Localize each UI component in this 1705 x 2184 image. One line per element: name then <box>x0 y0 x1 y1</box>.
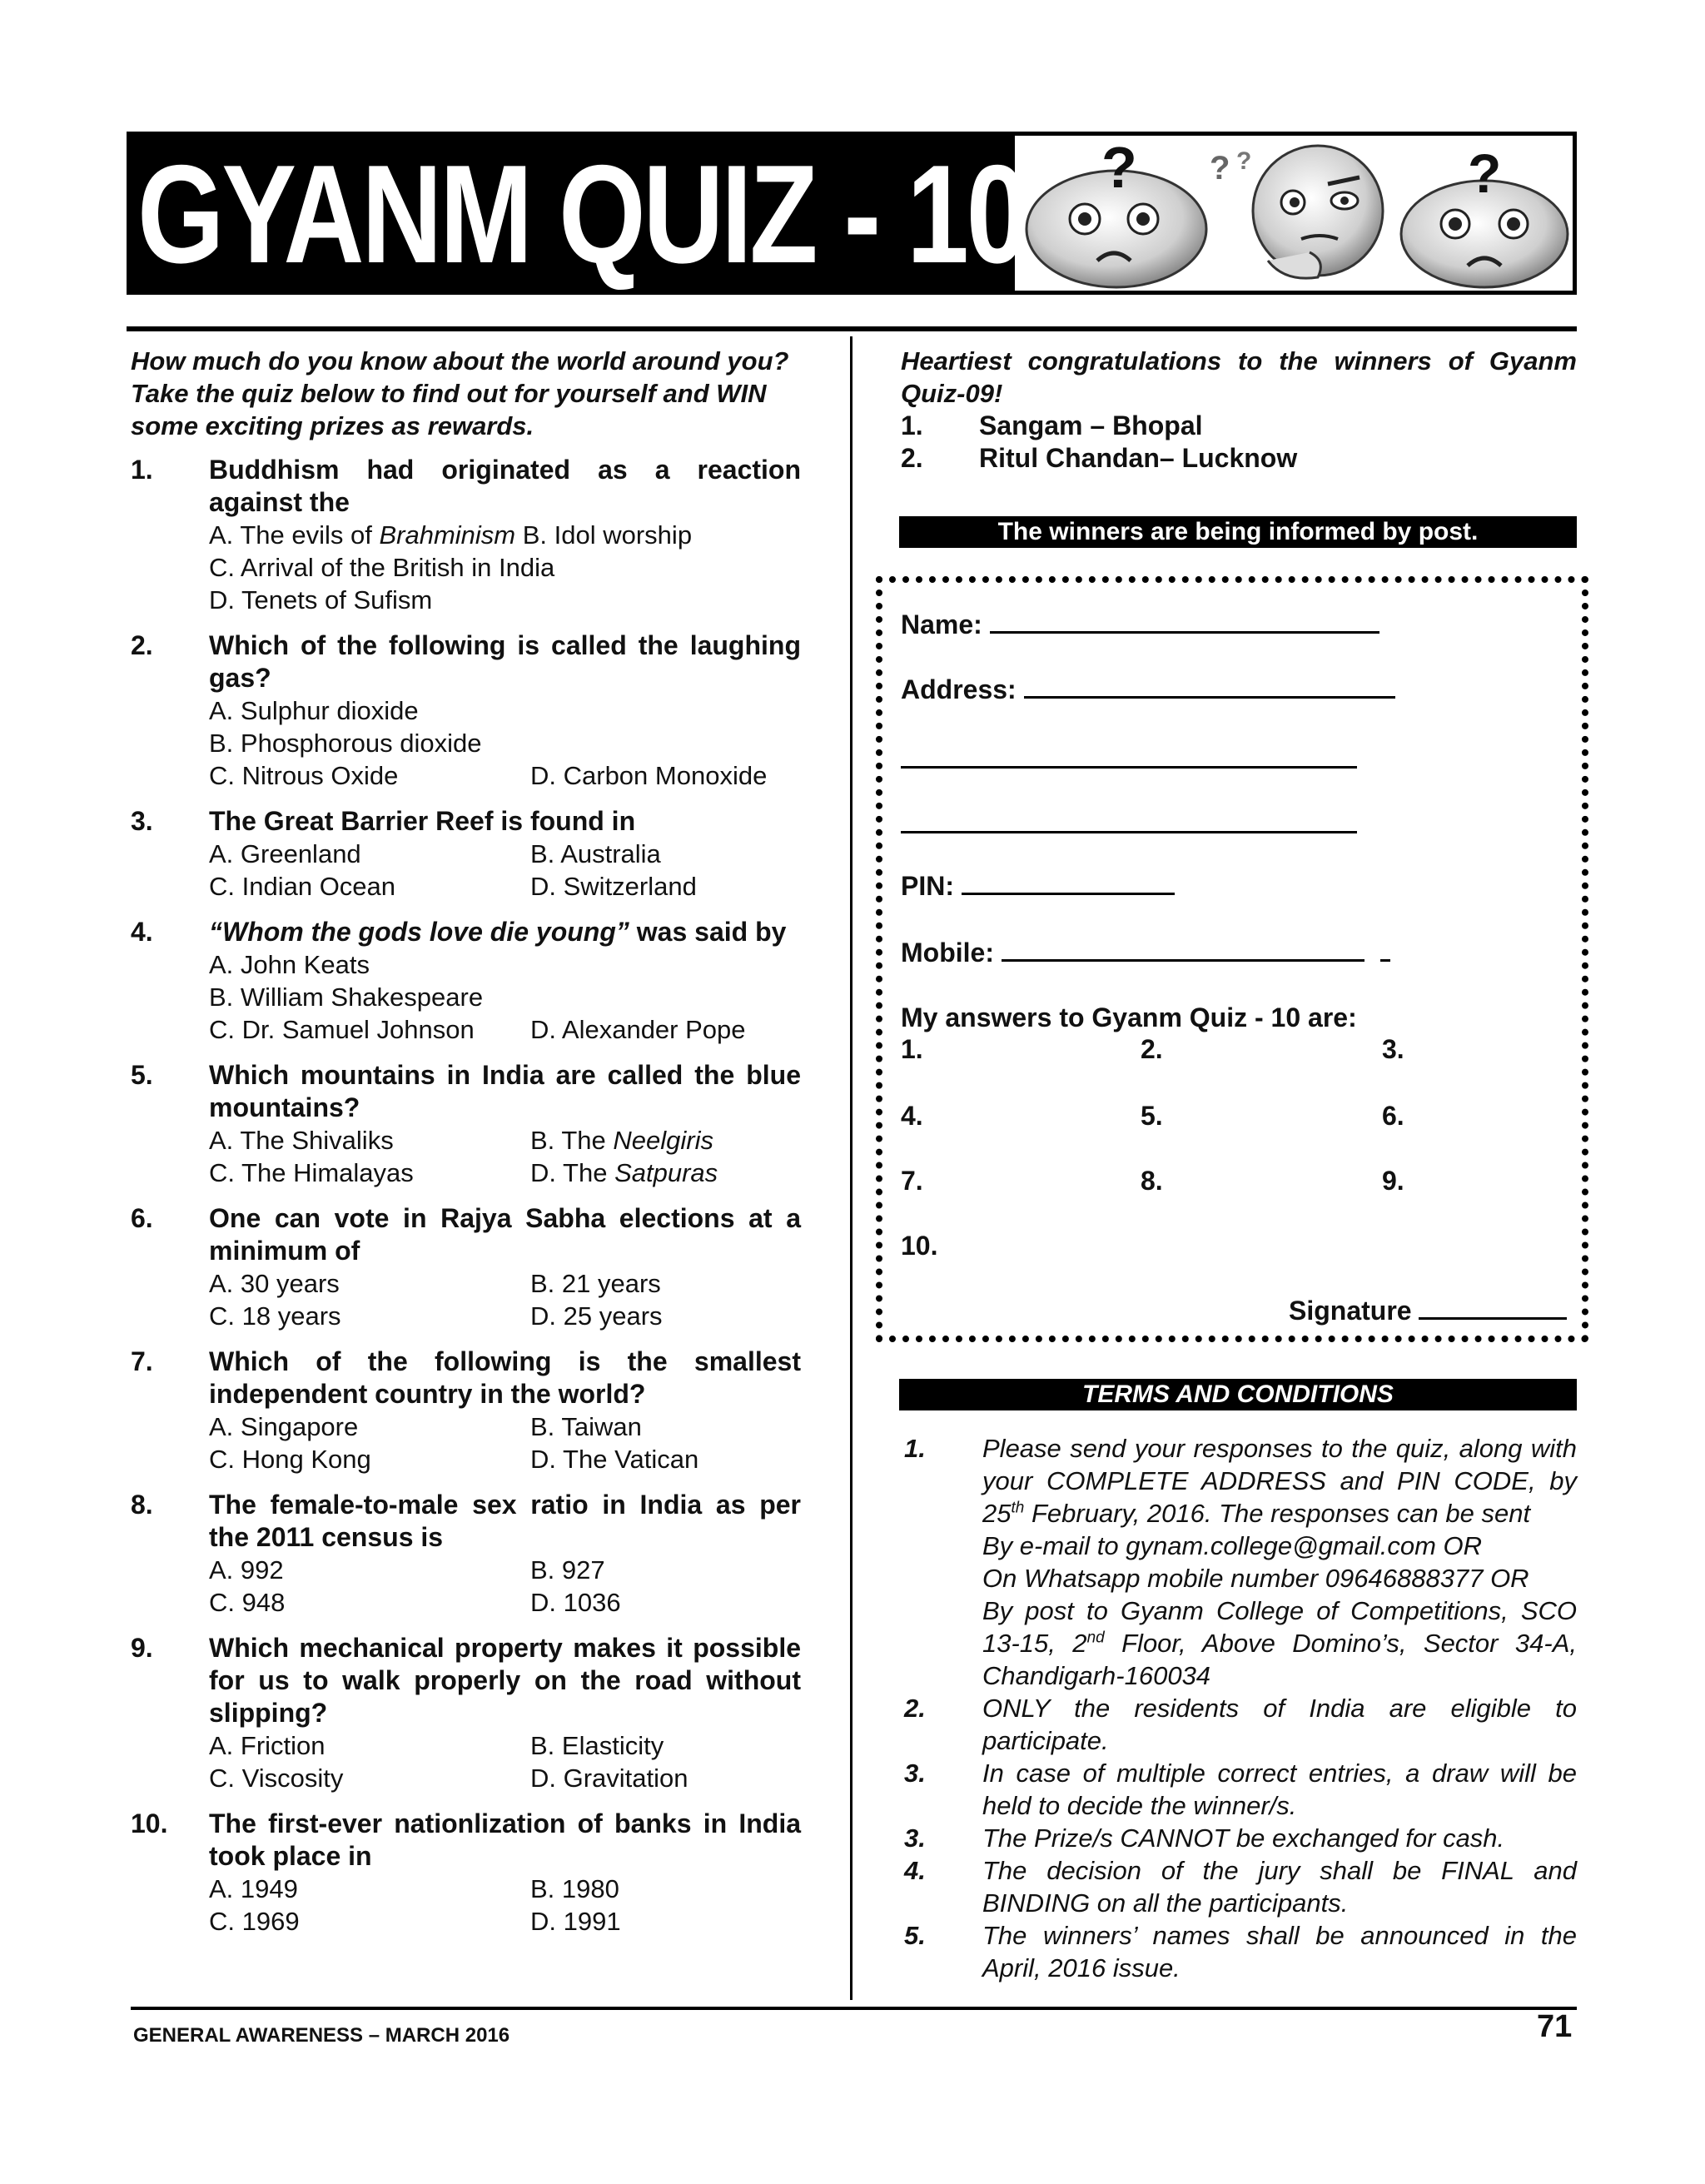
question-number: 4. <box>131 917 153 947</box>
question-number: 6. <box>131 1203 153 1233</box>
pin-label: PIN: <box>901 871 954 901</box>
term-3 <box>901 1757 1577 1822</box>
signature-blank[interactable] <box>1419 1296 1567 1320</box>
term-sup: nd <box>1086 1629 1105 1647</box>
option-b-prefix: B. The <box>530 1126 614 1155</box>
term-2 <box>901 1692 1577 1757</box>
quiz-column <box>131 345 801 1951</box>
option-a: A. The Shivaliks <box>209 1126 394 1155</box>
option-c: C. 18 years <box>209 1301 341 1331</box>
quiz-banner <box>127 132 1577 295</box>
term-text: The decision of the jury shall be FINAL and BINDING on all the participants. <box>982 1856 1577 1918</box>
question-8 <box>131 1489 801 1619</box>
option-b: B. Taiwan <box>530 1412 642 1441</box>
option-b: B. Australia <box>530 839 661 868</box>
address-field[interactable] <box>901 673 1395 706</box>
entry-form <box>876 576 1588 1342</box>
question-6 <box>131 1202 801 1332</box>
footer-publication: GENERAL AWARENESS – MARCH 2016 <box>133 2024 510 2047</box>
bottom-rule <box>131 2007 1577 2010</box>
term-5 <box>901 1919 1577 1984</box>
term-post <box>982 1594 1577 1692</box>
winner-1 <box>901 410 1577 442</box>
option-a: A. 1949 <box>209 1874 298 1903</box>
answer-9[interactable]: 9. <box>1382 1166 1404 1196</box>
option-c: C. Indian Ocean <box>209 872 396 901</box>
mobile-blank-end[interactable] <box>1380 938 1390 962</box>
option-c: C. Dr. Samuel Johnson <box>209 1015 475 1044</box>
question-text: Buddhism had originated as a reaction against the <box>209 455 801 517</box>
option-d-italic: Satpuras <box>614 1158 718 1187</box>
term-number: 1. <box>904 1434 926 1463</box>
option-a: A. The evils of <box>209 520 380 550</box>
address-line-2[interactable] <box>901 766 1357 769</box>
option-c: C. 948 <box>209 1588 286 1617</box>
question-text: The Great Barrier Reef is found in <box>209 806 636 836</box>
question-2 <box>131 629 801 792</box>
answer-6[interactable]: 6. <box>1382 1101 1404 1131</box>
answers-label: My answers to Gyanm Quiz - 10 are: <box>901 1002 1357 1032</box>
term-number: 3. <box>904 1759 926 1788</box>
term-text-rest: February, 2016. The responses can be sent <box>1024 1499 1531 1528</box>
option-c: C. 1969 <box>209 1907 300 1936</box>
term-post-text: By post to Gyanm College of Competitions, SCO 13-15, 2 <box>982 1596 1577 1658</box>
question-4 <box>131 916 801 1046</box>
question-7 <box>131 1346 801 1475</box>
question-text: The first-ever nationlization of banks in India took place in <box>209 1808 801 1871</box>
signature-field[interactable] <box>1289 1294 1567 1327</box>
question-text: One can vote in Rajya Sabha elections at a minimum of <box>209 1203 801 1266</box>
quiz-intro: How much do you know about the world around you? Take the quiz below to find out for yourself and WIN some exciting prizes as rewards. <box>131 346 789 440</box>
option-b: B. 927 <box>530 1555 605 1585</box>
option-a: A. Greenland <box>209 839 361 868</box>
worried-face-icon-1 <box>1026 136 1206 287</box>
option-d-prefix: D. The <box>530 1158 615 1187</box>
question-text: Which mountains in India are called the blue mountains? <box>209 1060 801 1122</box>
option-b: B. 1980 <box>530 1874 619 1903</box>
terms-list <box>901 1432 1577 1984</box>
term-text: ONLY the residents of India are eligible to participate. <box>982 1694 1577 1755</box>
option-c: C. The Himalayas <box>209 1158 414 1187</box>
question-number: 8. <box>131 1490 153 1520</box>
question-text: The female-to-male sex ratio in India as per the 2011 census is <box>209 1490 801 1552</box>
top-rule <box>127 326 1577 331</box>
term-1 <box>901 1432 1577 1692</box>
question-options <box>209 1729 801 1794</box>
question-1 <box>131 454 801 616</box>
term-whatsapp: On Whatsapp mobile number 09646888377 OR <box>982 1564 1529 1593</box>
answer-3[interactable]: 3. <box>1382 1034 1404 1064</box>
option-d: D. Tenets of Sufism <box>209 585 433 614</box>
confused-faces-icon <box>1018 136 1573 291</box>
question-options <box>209 519 801 616</box>
thinking-face-icon <box>1210 146 1383 278</box>
term-text: The Prize/s CANNOT be exchanged for cash. <box>982 1823 1505 1853</box>
option-b: B. Elasticity <box>530 1731 664 1760</box>
option-d: D. Switzerland <box>530 872 697 901</box>
option-c: C. Nitrous Oxide <box>209 761 399 790</box>
option-b: B. William Shakespeare <box>209 983 484 1012</box>
option-d: D. Alexander Pope <box>530 1015 746 1044</box>
banner-title: GYANM QUIZ - 10 <box>137 136 1026 292</box>
option-a: A. John Keats <box>209 950 370 979</box>
address-label: Address: <box>901 674 1017 704</box>
question-text: Which of the following is the smallest independent country in the world? <box>209 1346 801 1409</box>
question-options <box>209 694 801 792</box>
informed-banner: The winners are being informed by post. <box>899 516 1577 548</box>
option-d: D. 1036 <box>530 1588 621 1617</box>
option-a-italic: Brahminism <box>379 520 516 550</box>
name-label: Name: <box>901 609 982 639</box>
banner-title-block <box>131 136 1026 292</box>
term-text: Please send your responses to the quiz, along with your COMPLETE ADDRESS and PIN CODE, by 25 <box>982 1434 1577 1528</box>
term-number: 4. <box>904 1856 926 1885</box>
question-number: 9. <box>131 1633 153 1663</box>
option-b: B. Phosphorous dioxide <box>209 729 482 758</box>
option-d: D. Carbon Monoxide <box>530 761 768 790</box>
term-3b <box>901 1822 1577 1854</box>
page-number: 71 <box>1537 2009 1573 2044</box>
option-b: B. 21 years <box>530 1269 661 1298</box>
option-b: B. Idol worship <box>515 520 693 550</box>
worried-face-icon-2 <box>1401 142 1568 287</box>
question-options <box>209 1410 801 1475</box>
answer-5[interactable]: 5. <box>1141 1101 1163 1131</box>
svg-text:?: ? <box>1101 136 1137 200</box>
terms-heading: TERMS AND CONDITIONS <box>899 1379 1577 1410</box>
pin-blank[interactable] <box>962 871 1175 895</box>
question-3 <box>131 805 801 903</box>
name-field[interactable] <box>901 608 1379 641</box>
question-text-rest: was said by <box>629 917 787 947</box>
term-number: 2. <box>904 1694 926 1723</box>
mobile-label: Mobile: <box>901 938 994 968</box>
question-number: 7. <box>131 1346 153 1376</box>
option-a: A. 30 years <box>209 1269 340 1298</box>
signature-label: Signature <box>1289 1296 1412 1326</box>
mobile-blank[interactable] <box>1002 938 1364 962</box>
question-options <box>209 1554 801 1619</box>
winner-name: Ritul Chandan– Lucknow <box>979 443 1298 473</box>
term-post-rest: Floor, Above Domino’s, Sector 34-A, Chandigarh-160034 <box>982 1629 1577 1690</box>
question-text: Which of the following is called the laughing gas? <box>209 630 801 693</box>
term-4 <box>901 1854 1577 1919</box>
svg-text:?: ? <box>1468 142 1502 204</box>
name-blank[interactable] <box>990 609 1379 634</box>
question-options <box>209 1267 801 1332</box>
question-9 <box>131 1632 801 1794</box>
option-b-italic: Neelgiris <box>613 1126 713 1155</box>
svg-text:?: ? <box>1236 147 1252 175</box>
congratulations-text: Heartiest congratulations to the winners of Gyanm Quiz-09! <box>901 346 1577 408</box>
option-b <box>530 1124 713 1157</box>
option-d: D. The Vatican <box>530 1445 699 1474</box>
question-number: 1. <box>131 455 153 485</box>
option-a: A. 992 <box>209 1555 284 1585</box>
question-number: 3. <box>131 806 153 836</box>
question-text <box>209 916 801 948</box>
address-line-3[interactable] <box>901 831 1357 833</box>
term-number: 5. <box>904 1921 926 1950</box>
answer-1[interactable]: 1. <box>901 1034 923 1064</box>
question-10 <box>131 1808 801 1938</box>
question-options <box>209 1873 801 1938</box>
winner-2 <box>901 442 1577 475</box>
question-options <box>209 1124 801 1189</box>
quote-text: “Whom the gods love die young” <box>209 917 629 947</box>
option-a: A. Singapore <box>209 1412 359 1441</box>
svg-text:?: ? <box>1210 150 1230 187</box>
answer-7[interactable]: 7. <box>901 1166 923 1196</box>
answer-10[interactable]: 10. <box>901 1231 938 1261</box>
question-number: 10. <box>131 1808 168 1838</box>
question-5 <box>131 1059 801 1189</box>
pin-field[interactable] <box>901 869 1175 903</box>
term-sup: th <box>1011 1499 1025 1517</box>
answer-4[interactable]: 4. <box>901 1101 923 1131</box>
winner-number: 1. <box>901 410 923 440</box>
winner-name: Sangam – Bhopal <box>979 410 1203 440</box>
question-number: 5. <box>131 1060 153 1090</box>
question-number: 2. <box>131 630 153 660</box>
option-c: C. Viscosity <box>209 1764 344 1793</box>
option-d: D. Gravitation <box>530 1764 688 1793</box>
address-blank[interactable] <box>1024 674 1395 699</box>
term-number: 3. <box>904 1823 926 1853</box>
column-divider <box>850 336 852 2000</box>
option-d: D. 25 years <box>530 1301 663 1331</box>
question-options <box>209 948 801 1046</box>
winner-number: 2. <box>901 443 923 473</box>
option-d <box>530 1157 718 1189</box>
option-c: C. Hong Kong <box>209 1445 371 1474</box>
winners-column <box>901 345 1577 548</box>
term-email: By e-mail to gynam.college@gmail.com OR <box>982 1531 1483 1560</box>
question-options <box>209 838 801 903</box>
option-a: A. Sulphur dioxide <box>209 696 419 725</box>
option-a: A. Friction <box>209 1731 326 1760</box>
option-c: C. Arrival of the British in India <box>209 553 555 582</box>
question-text: Which mechanical property makes it possible for us to walk properly on the road without slipping? <box>209 1633 801 1728</box>
answer-2[interactable]: 2. <box>1141 1034 1163 1064</box>
answer-8[interactable]: 8. <box>1141 1166 1163 1196</box>
option-d: D. 1991 <box>530 1907 621 1936</box>
mobile-field[interactable] <box>901 936 1390 969</box>
term-text: In case of multiple correct entries, a draw will be held to decide the winner/s. <box>982 1759 1577 1820</box>
term-text: The winners’ names shall be announced in the April, 2016 issue. <box>982 1921 1577 1983</box>
